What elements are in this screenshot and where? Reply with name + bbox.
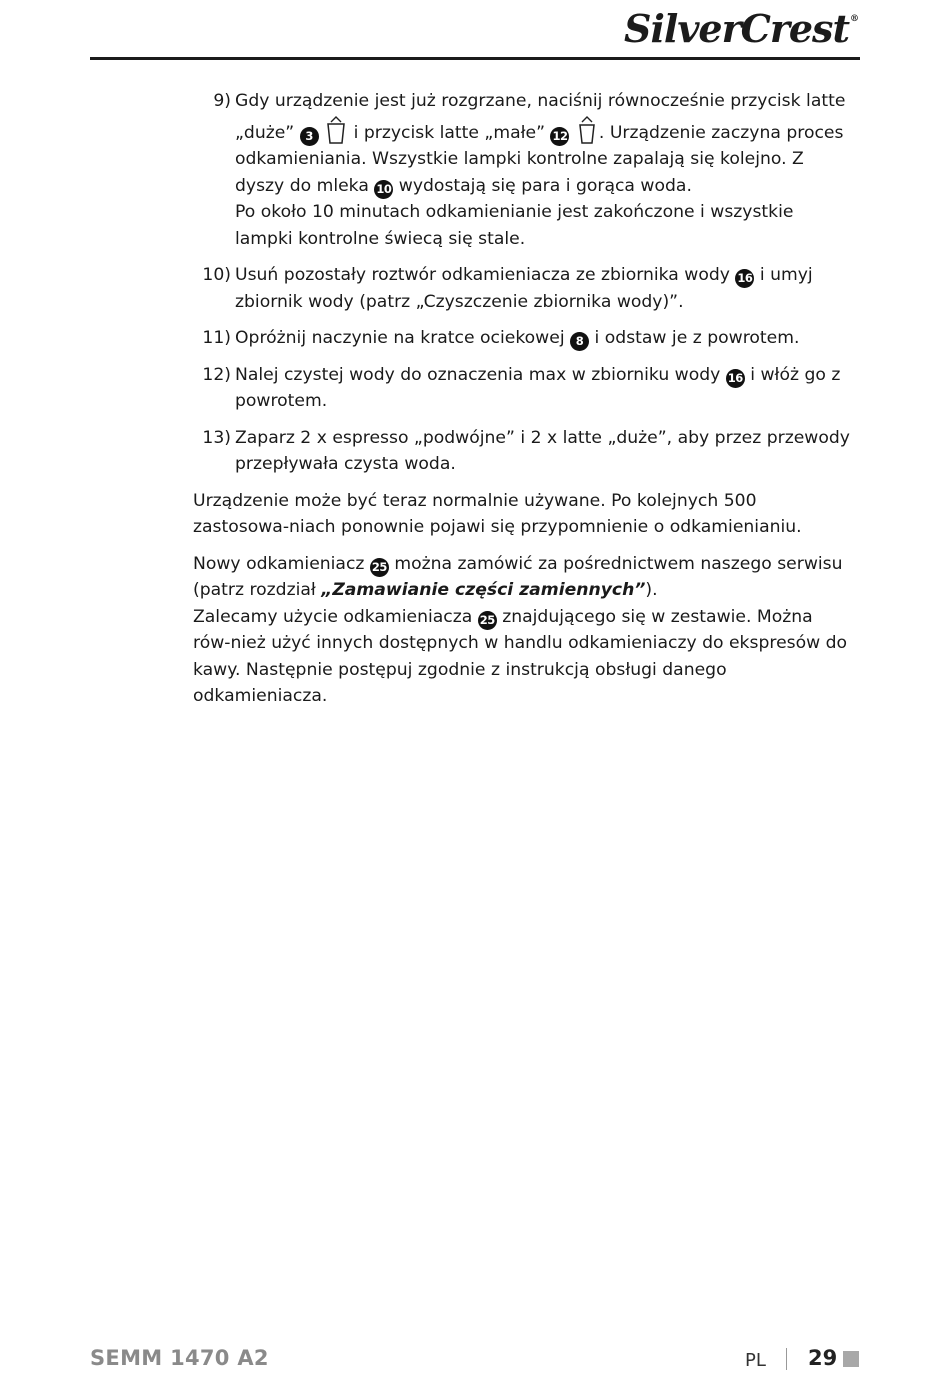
page-number: 29 — [808, 1346, 838, 1370]
part-number-badge: 10 — [374, 180, 393, 199]
paragraph-descaler: Nowy odkamieniacz 25 można zamówić za pośrednictwem naszego serwisu (patrz rozdział „Zamawianie części zamiennych”). Zalecamy użycie odkamieniacza 25 znajdującego się w zestawie. Można rów-nież użyć innych dostępnych w handlu odkamieniaczy do ekspresów do kawy. Następnie postępuj zgodnie z instrukcją obsługi danego odkamieniacza. — [193, 553, 848, 706]
part-number-badge: 3 — [300, 127, 319, 146]
part-number-badge: 8 — [570, 332, 589, 351]
footer-divider — [786, 1348, 787, 1370]
brand-logo: SilverCrest® — [624, 6, 858, 51]
step-9: 9) Gdy urządzenie jest już rozgrzane, naciśnij równocześnie przycisk latte „duże” 3 i przycisk latte „małe” 12 . Urządzenie zaczyna proces odkamieniania. Wszystkie lampki kontrolne zapalają się kolejno. Z dyszy do mleka 10 wydostają się para i gorąca woda. Po około 10 minutach odkamienianie jest zakończone i wszystkie lampki kontrolne świecą się stale. — [193, 88, 853, 252]
page-marker-square — [843, 1351, 859, 1367]
part-number-badge: 25 — [478, 611, 497, 630]
step-11: 11) Opróżnij naczynie na kratce ociekowej 8 i odstaw je z powrotem. — [193, 325, 853, 352]
part-number-badge: 12 — [550, 127, 569, 146]
header-rule — [90, 57, 860, 60]
section-reference: „Zamawianie części zamiennych” — [321, 580, 646, 600]
step-number: 10) — [202, 265, 231, 285]
latte-large-cup-icon — [325, 115, 347, 145]
model-number: SEMM 1470 A2 — [90, 1346, 269, 1370]
step-10: 10) Usuń pozostały roztwór odkamieniacza ze zbiornika wody 16 i umyj zbiornik wody (patrz „Czyszczenie zbiornika wody)”. — [193, 262, 853, 315]
part-number-badge: 16 — [735, 269, 754, 288]
step-number: 11) — [202, 328, 231, 348]
language-code: PL — [745, 1350, 766, 1371]
step-number: 12) — [202, 364, 231, 385]
latte-small-cup-icon — [576, 115, 598, 145]
step-12: 12) Nalej czystej wody do oznaczenia max w zbiorniku wody 16 i włóż go z powrotem. — [193, 362, 853, 415]
page-content — [193, 88, 853, 720]
step-number: 13) — [202, 427, 231, 448]
step-13: 13) Zaparz 2 x espresso „podwójne” i 2 x latte „duże”, aby przez przewody przepływała czysta woda. — [193, 425, 853, 478]
step-number: 9) — [213, 91, 231, 111]
part-number-badge: 25 — [370, 558, 389, 577]
paragraph-usage: Urządzenie może być teraz normalnie używane. Po kolejnych 500 zastosowa-niach ponownie pojawi się przypomnienie o odkamienianiu. — [193, 490, 802, 537]
part-number-badge: 16 — [726, 369, 745, 388]
